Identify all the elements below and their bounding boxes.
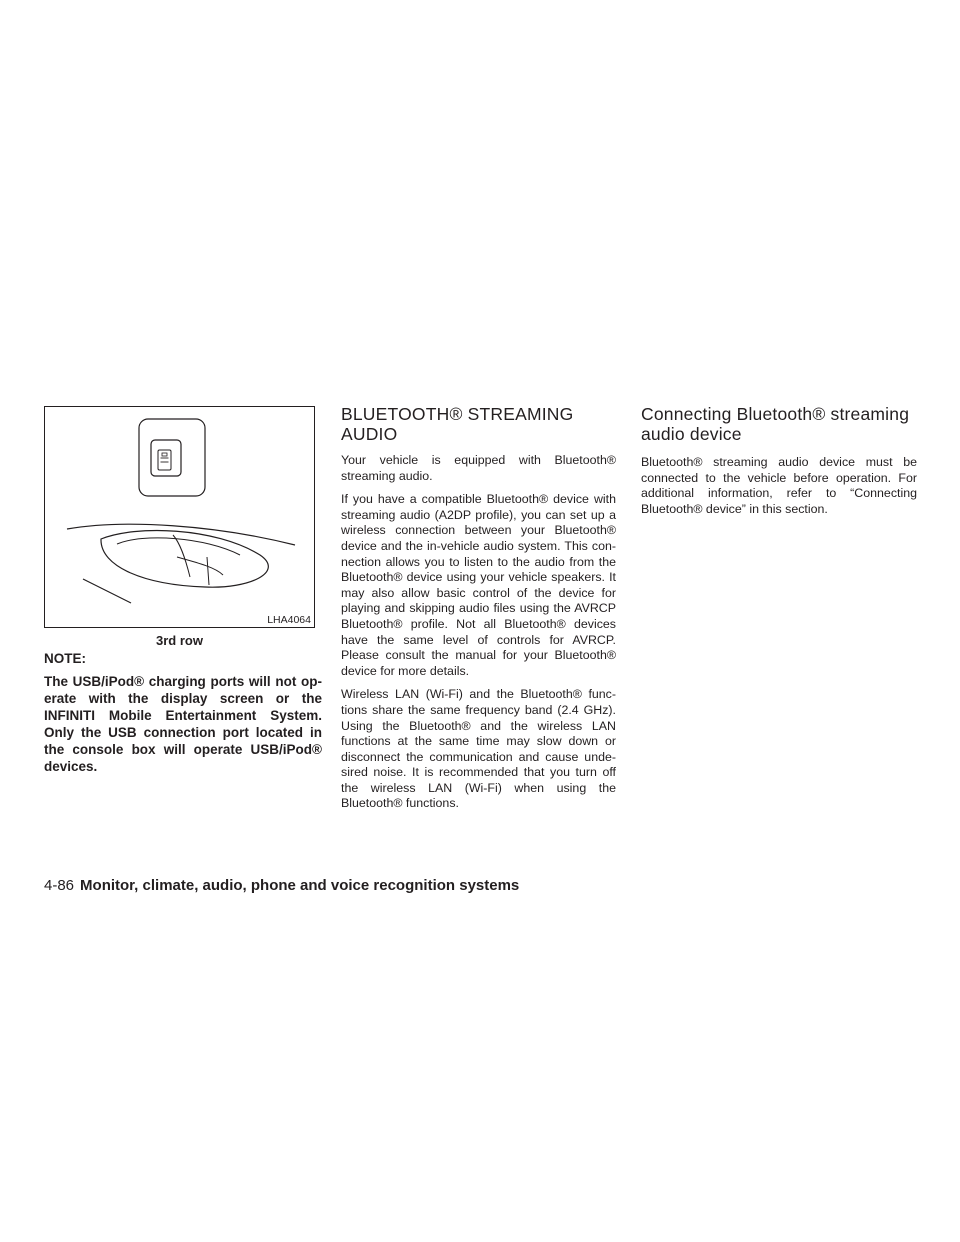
page-footer [44,877,519,894]
note-heading: NOTE: [44,651,86,666]
section-title: BLUETOOTH® STREAMING AUDIO [341,404,574,444]
section-paragraph: Your vehicle is equipped with Bluetooth® streaming audio. [341,453,616,483]
subsection-paragraph: Bluetooth® streaming audio device must be connected to the vehicle before operation. For additional information, refer to “Connecting Bluetooth® device” in this section. [641,455,917,516]
subsection-connecting-device [641,404,917,517]
subsection-title: Connecting Bluetooth® streaming audio device [641,404,910,444]
section-paragraph: Wireless LAN (Wi-Fi) and the Bluetooth® func-tions share the same frequency band (2.4 GHz). Using the Bluetooth® and the wireless LAN functions at the same time may slow down or disconnect the communication and cause unde-sired noise. It is recommended that you turn off the wireless LAN (Wi-Fi) when using the Bluetooth® functions. [341,687,616,811]
figure-usb-port [44,406,315,628]
usb-port-illustration-icon [45,407,314,627]
note-text: The USB/iPod® charging ports will not op-erate with the display screen or the INFINITI Mobile Entertainment System. Only the USB connection port located in the console box will operate USB/iPod® devices. [44,674,322,774]
figure-caption: 3rd row [156,633,203,648]
section-bluetooth-streaming-audio [341,404,616,812]
chapter-title: Monitor, climate, audio, phone and voice recognition systems [80,877,520,894]
figure-code: LHA4064 [267,614,311,626]
section-paragraph: If you have a compatible Bluetooth® device with streaming audio (A2DP profile), you can set up a wireless connection between your Bluetooth® device and the in-vehicle audio system. This con-nection allows you to listen to the audio from the Bluetooth® device using your vehicle speakers. It may also allow basic control of the device for playing and skipping audio files using the AVRCP Bluetooth® profile. Not all Bluetooth® devices have the same level of controls for AVRCP. Please consult the manual for your Bluetooth® device for more details. [341,492,616,678]
page-number: 4-86 [44,877,75,894]
